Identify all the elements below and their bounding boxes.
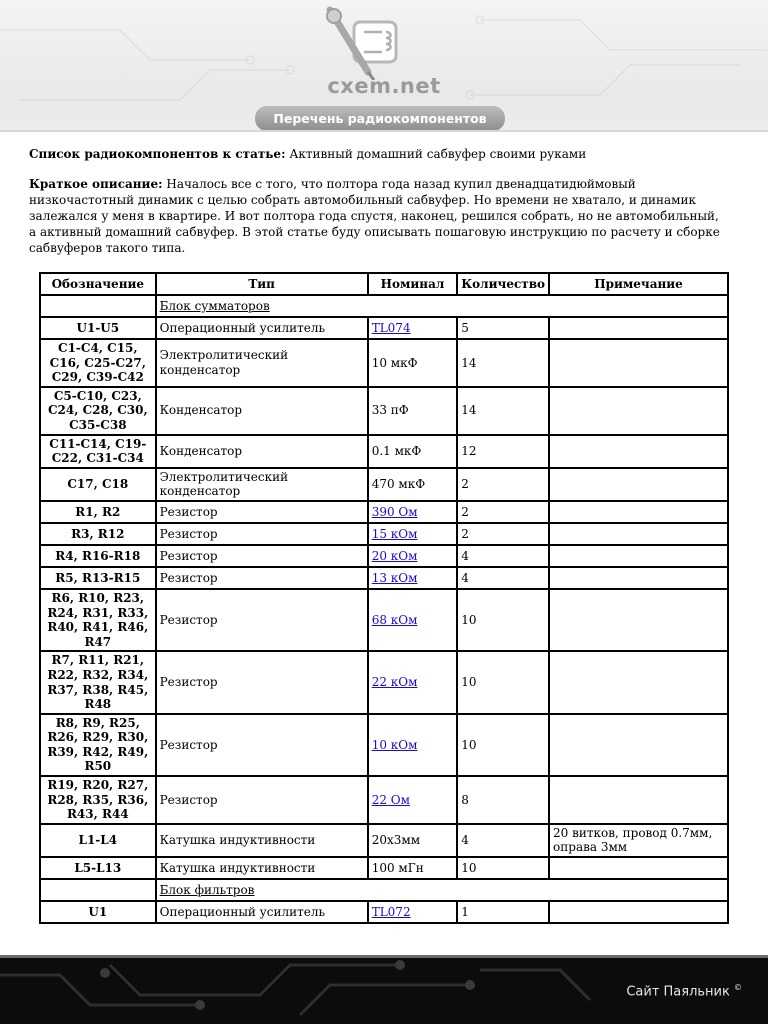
parts-list-label: Список радиокомпонентов к статье: xyxy=(29,147,286,161)
type-cell: Электролитический конденсатор xyxy=(156,339,368,387)
footer-topline xyxy=(0,955,768,958)
value-link[interactable]: 20 кОм xyxy=(371,548,418,563)
note-cell xyxy=(549,468,728,501)
type-cell: Катушка индуктивности xyxy=(156,857,368,879)
designation-cell: L1-L4 xyxy=(40,824,156,857)
type-cell: Электролитический конденсатор xyxy=(156,468,368,501)
designation-cell: U1-U5 xyxy=(40,317,156,339)
value-cell xyxy=(368,651,458,713)
type-cell: Резистор xyxy=(156,523,368,545)
table-row xyxy=(40,501,728,523)
value-link[interactable]: 22 кОм xyxy=(371,675,418,690)
quantity-cell: 8 xyxy=(457,776,549,824)
type-cell: Катушка индуктивности xyxy=(156,824,368,857)
value-cell xyxy=(368,589,458,651)
value-cell xyxy=(368,776,458,824)
site-logo-text[interactable]: cxem.net xyxy=(327,74,441,98)
note-cell xyxy=(549,435,728,468)
table-row xyxy=(40,857,728,879)
designation-cell: C1-C4, C15, C16, C25-C27, C29, C39-C42 xyxy=(40,339,156,387)
type-cell: Конденсатор xyxy=(156,435,368,468)
site-footer xyxy=(0,955,768,1024)
note-cell xyxy=(549,776,728,824)
quantity-cell: 10 xyxy=(457,651,549,713)
type-cell: Операционный усилитель xyxy=(156,317,368,339)
table-row xyxy=(40,435,728,468)
note-cell xyxy=(549,545,728,567)
quantity-cell: 12 xyxy=(457,435,549,468)
quantity-cell: 4 xyxy=(457,567,549,589)
header-divider xyxy=(0,130,768,132)
note-cell xyxy=(549,317,728,339)
section-empty-cell xyxy=(40,879,156,901)
value-cell xyxy=(368,714,458,776)
value-cell: 0.1 мкФ xyxy=(368,435,458,468)
type-cell: Конденсатор xyxy=(156,387,368,435)
description-label: Краткое описание: xyxy=(29,177,163,191)
note-cell xyxy=(549,651,728,713)
type-cell: Резистор xyxy=(156,545,368,567)
note-cell xyxy=(549,857,728,879)
designation-cell: R4, R16-R18 xyxy=(40,545,156,567)
type-cell: Резистор xyxy=(156,776,368,824)
designation-cell: R5, R13-R15 xyxy=(40,567,156,589)
header-note: Примечание xyxy=(549,273,728,295)
table-row xyxy=(40,651,728,713)
footer-copyright[interactable] xyxy=(626,983,742,999)
header-quantity: Количество xyxy=(457,273,549,295)
quantity-cell: 2 xyxy=(457,523,549,545)
table-row xyxy=(40,901,728,923)
table-row xyxy=(40,714,728,776)
value-cell: 20x3мм xyxy=(368,824,458,857)
value-link[interactable]: 390 Ом xyxy=(371,504,418,519)
value-cell xyxy=(368,545,458,567)
note-cell xyxy=(549,567,728,589)
value-cell xyxy=(368,901,458,923)
table-row xyxy=(40,523,728,545)
article-title: Активный домашний сабвуфер своими руками xyxy=(289,147,587,161)
quantity-cell: 2 xyxy=(457,501,549,523)
copyright-sign: © xyxy=(734,983,742,992)
designation-cell: R19, R20, R27, R28, R35, R36, R43, R44 xyxy=(40,776,156,824)
table-body xyxy=(40,295,728,923)
value-link[interactable]: 10 кОм xyxy=(371,737,418,752)
note-cell xyxy=(549,501,728,523)
table-row xyxy=(40,567,728,589)
note-cell xyxy=(549,901,728,923)
short-description xyxy=(29,176,729,256)
table-row xyxy=(40,545,728,567)
note-cell xyxy=(549,387,728,435)
section-title: Блок фильтров xyxy=(159,882,255,897)
value-cell: 10 мкФ xyxy=(368,339,458,387)
footer-site-name: Сайт Паяльник xyxy=(626,984,730,1000)
note-cell xyxy=(549,714,728,776)
type-cell: Резистор xyxy=(156,651,368,713)
value-cell xyxy=(368,567,458,589)
value-link[interactable]: 68 кОм xyxy=(371,612,418,627)
note-cell xyxy=(549,589,728,651)
note-cell xyxy=(549,339,728,387)
table-row xyxy=(40,589,728,651)
section-row xyxy=(40,879,728,901)
designation-cell: R3, R12 xyxy=(40,523,156,545)
designation-cell: R6, R10, R23, R24, R31, R33, R40, R41, R46, R47 xyxy=(40,589,156,651)
note-cell xyxy=(549,523,728,545)
value-cell xyxy=(368,501,458,523)
quantity-cell: 4 xyxy=(457,545,549,567)
table-row xyxy=(40,776,728,824)
type-cell: Резистор xyxy=(156,589,368,651)
type-cell: Резистор xyxy=(156,714,368,776)
designation-cell: C17, C18 xyxy=(40,468,156,501)
quantity-cell: 2 xyxy=(457,468,549,501)
section-row xyxy=(40,295,728,317)
quantity-cell: 1 xyxy=(457,901,549,923)
value-link[interactable]: 13 кОм xyxy=(371,570,418,585)
header-designation: Обозначение xyxy=(40,273,156,295)
table-header-row xyxy=(40,273,728,295)
table-row xyxy=(40,824,728,857)
section-empty-cell xyxy=(40,295,156,317)
quantity-cell: 10 xyxy=(457,714,549,776)
type-cell: Операционный усилитель xyxy=(156,901,368,923)
designation-cell: C5-C10, C23, C24, C28, C30, C35-C38 xyxy=(40,387,156,435)
header-type: Тип xyxy=(156,273,368,295)
value-cell xyxy=(368,317,458,339)
section-title: Блок сумматоров xyxy=(159,298,270,313)
section-title-cell xyxy=(156,879,728,901)
table-row xyxy=(40,387,728,435)
section-title-cell xyxy=(156,295,728,317)
header-value: Номинал xyxy=(368,273,458,295)
value-link[interactable]: 22 Ом xyxy=(371,792,410,807)
designation-cell: R7, R11, R21, R22, R32, R34, R37, R38, R45, R48 xyxy=(40,651,156,713)
quantity-cell: 10 xyxy=(457,589,549,651)
site-header xyxy=(0,0,768,132)
table-row xyxy=(40,468,728,501)
type-cell: Резистор xyxy=(156,567,368,589)
value-cell xyxy=(368,523,458,545)
designation-cell: U1 xyxy=(40,901,156,923)
table-row xyxy=(40,339,728,387)
value-cell: 33 пФ xyxy=(368,387,458,435)
value-cell: 100 мГн xyxy=(368,857,458,879)
page-banner: Перечень радиокомпонентов xyxy=(255,106,505,131)
components-table xyxy=(39,272,729,924)
quantity-cell: 14 xyxy=(457,387,549,435)
designation-cell: C11-C14, C19-C22, C31-C34 xyxy=(40,435,156,468)
designation-cell: L5-L13 xyxy=(40,857,156,879)
quantity-cell: 5 xyxy=(457,317,549,339)
value-link[interactable]: TL072 xyxy=(371,904,411,919)
quantity-cell: 10 xyxy=(457,857,549,879)
type-cell: Резистор xyxy=(156,501,368,523)
parts-list-heading xyxy=(29,146,729,162)
value-link[interactable]: TL074 xyxy=(371,320,411,335)
value-cell: 470 мкФ xyxy=(368,468,458,501)
designation-cell: R8, R9, R25, R26, R29, R30, R39, R42, R49, R50 xyxy=(40,714,156,776)
table-row xyxy=(40,317,728,339)
value-link[interactable]: 15 кОм xyxy=(371,526,418,541)
quantity-cell: 14 xyxy=(457,339,549,387)
note-cell: 20 витков, провод 0.7мм, оправа 3мм xyxy=(549,824,728,857)
description-text: Началось все с того, что полтора года назад купил двенадцатидюймовый низкочастотный динамик с целью собрать автомобильный сабвуфер. Но времени не хватало, и динамик залежался у меня в квартире. И вот полтора года спустя, наконец, решился собрать, но не автомобильный, а активный домашний сабвуфер. В этой статье буду описывать пошаговую инструкцию по расчету и сборке сабвуферов такого типа. xyxy=(29,177,720,255)
designation-cell: R1, R2 xyxy=(40,501,156,523)
article-intro xyxy=(29,146,729,270)
quantity-cell: 4 xyxy=(457,824,549,857)
soldering-iron-logo-icon xyxy=(324,6,404,80)
